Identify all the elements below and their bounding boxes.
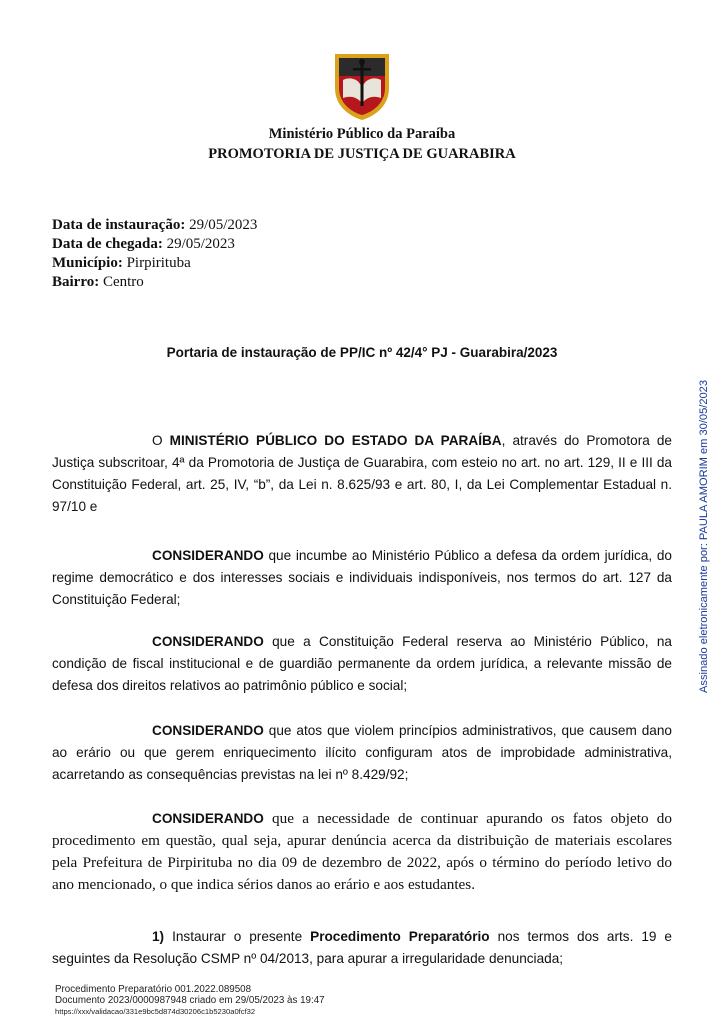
meta-instauracao xyxy=(52,216,257,235)
item-1-text: nos termos dos arts. 19 e seguintes da Resolução CSMP nº 04/2013, para apurar a irregularidade denunciada; xyxy=(52,929,672,966)
promotoria-name: PROMOTORIA DE JUSTIÇA DE GUARABIRA xyxy=(208,146,516,162)
considerando-4 xyxy=(52,808,672,896)
meta-chegada-value: 29/05/2023 xyxy=(166,236,235,252)
considerando-2 xyxy=(52,631,672,697)
intro-text: , através do Promotora de Justiça subscritoar, 4ª da Promotoria de Justiça de Guarabira, com esteio no art. no art. 129, II e III da Constituição Federal, art. 25, IV, “b”, da Lei n. 8.625/93 e art. 80, I, da Lei Complementar Estadual n. 97/10 e xyxy=(52,433,672,514)
case-metadata xyxy=(52,216,257,292)
footer-validation-url: https://xxx/validacao/331e9bc5d874d30206c1b5230a0fcf32 xyxy=(55,1007,256,1016)
meta-chegada xyxy=(52,235,257,254)
meta-municipio-value: Pirpirituba xyxy=(126,255,191,271)
footer-document: Documento 2023/0000987948 criado em 29/05/2023 às 19:47 xyxy=(55,995,325,1006)
considerando-4-text: que a necessidade de continuar apurando os fatos objeto do procedimento em questão, qual seja, apurar denúncia acerca da distribuição de materiais escolares pela Prefeitura de Pirpirituba no dia 09 de dezembro de 2022, após o término do período letivo do ano mencionado, o que indica sérios danos ao erário e aos estudantes. xyxy=(52,810,672,893)
intro-lead: O xyxy=(152,433,170,448)
electronic-signature-note xyxy=(695,380,711,693)
considerando-2-text: que a Constituição Federal reserva ao Ministério Público, na condição de fiscal institucional e de guardião permanente da ordem jurídica, a relevante missão de defesa dos direitos relativos ao patrimônio público e social; xyxy=(52,634,672,693)
considerando-1 xyxy=(52,545,672,611)
portaria-title: Portaria de instauração de PP/IC nº 42/4° PJ - Guarabira/2023 xyxy=(166,345,558,360)
considerando-label: CONSIDERANDO xyxy=(152,811,264,826)
meta-bairro-label: Bairro: xyxy=(52,274,100,290)
meta-chegada-label: Data de chegada: xyxy=(52,236,163,252)
item-1-number: 1) xyxy=(152,929,165,944)
considerando-3 xyxy=(52,720,672,786)
meta-instauracao-label: Data de instauração: xyxy=(52,217,186,233)
considerando-label: CONSIDERANDO xyxy=(152,723,264,738)
meta-bairro-value: Centro xyxy=(102,274,144,290)
signature-side-text: Assinado eletronicamente por: PAULA AMORIM em 30/05/2023 xyxy=(698,394,710,693)
meta-municipio xyxy=(52,254,257,273)
item-1-lead: Instaurar o presente xyxy=(164,929,311,944)
intro-paragraph xyxy=(52,430,672,518)
document-footer xyxy=(55,984,325,1017)
ministerio-publico-crest-logo xyxy=(331,50,393,122)
considerando-3-text: que atos que violem princípios administrativos, que causem dano ao erário ou que gerem enriquecimento ilícito configuram atos de improbidade administrativa, acarretando as consequências previstas na lei nº 8.429/92; xyxy=(52,723,672,782)
considerando-1-text: que incumbe ao Ministério Público a defesa da ordem jurídica, do regime democrático e dos interesses sociais e individuais indisponíveis, nos termos do art. 127 da Constituição Federal; xyxy=(52,548,672,607)
footer-procedure: Procedimento Preparatório 001.2022.089508 xyxy=(55,984,252,995)
intro-bold: MINISTÉRIO PÚBLICO DO ESTADO DA PARAÍBA xyxy=(169,433,502,448)
org-name: Ministério Público da Paraíba xyxy=(268,126,456,142)
considerando-label: CONSIDERANDO xyxy=(152,548,264,563)
considerando-label: CONSIDERANDO xyxy=(152,634,264,649)
meta-bairro xyxy=(52,273,257,292)
item-1-paragraph xyxy=(52,926,672,970)
item-1-bold: Procedimento Preparatório xyxy=(310,929,490,944)
meta-instauracao-value: 29/05/2023 xyxy=(189,217,258,233)
meta-municipio-label: Município: xyxy=(52,255,123,271)
